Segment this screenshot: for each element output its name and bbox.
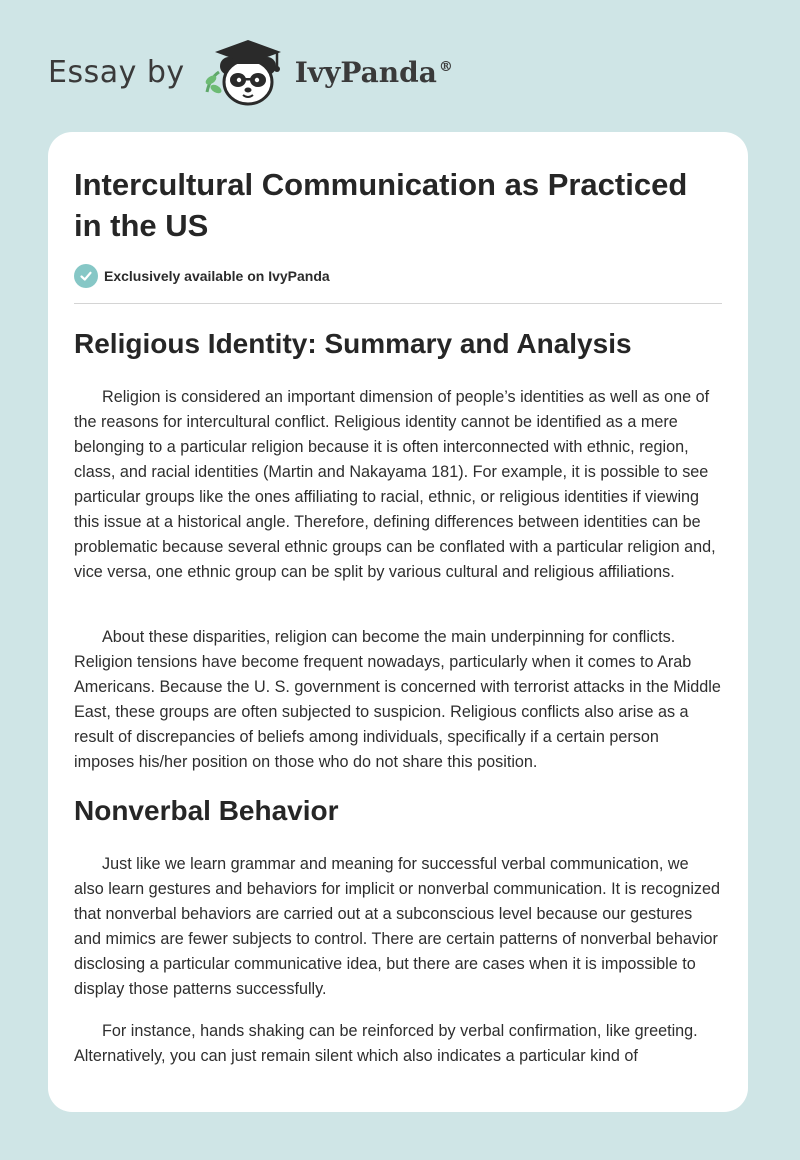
paragraph: Just like we learn grammar and meaning for successful verbal communication, we also learn gestures and behaviors for implicit or nonverbal communication. It is recognized that nonverbal behaviors are carried out at a subconscious level because our gestures and mimics are fewer subjects to control. There are certain patterns of nonverbal behavior disclosing a particular communicative idea, but there are cases when it is impossible to display those patterns successfully. <box>74 855 721 998</box>
paragraph: About these disparities, religion can become the main underpinning for conflicts. Religion tensions have become frequent nowadays, particularly when it comes to Arab Americans. Because the U. S. government is concerned with terrorist attacks in the Middle East, these groups are often subjected to suspicion. Religious conflicts also arise as a result of discrepancies of beliefs among individuals, specifically if a certain person imposes his/her position on those who do not share this position. <box>74 628 721 771</box>
checkmark-icon <box>74 264 98 288</box>
paragraph: Religion is considered an important dimension of people’s identities as well as one of the reasons for intercultural conflict. Religious identity cannot be identified as a mere belonging to a particular religion because it is often interconnected with ethnic, region, class, and racial identities (Martin and Nakayama 181). For example, it is possible to see particular groups like the ones affiliating to racial, ethnic, or religious identities if viewing this issue at a historical angle. Therefore, defining differences between identities can be problematic because several ethnic groups can be conflated with a particular religion and, vice versa, one ethnic group can be split by various cultural and religious affiliations. <box>74 388 716 581</box>
section-heading: Nonverbal Behavior <box>74 795 339 826</box>
brand-prefix: Essay by <box>48 54 185 90</box>
paragraph: For instance, hands shaking can be reinforced by verbal confirmation, like greeting. Alternatively, you can just remain silent which also indicates a particular kind of <box>74 1022 698 1065</box>
essay-title: Intercultural Communication as Practiced in the US <box>74 167 688 243</box>
exclusive-badge <box>74 264 330 288</box>
essay-card <box>48 132 748 1112</box>
exclusive-label: Exclusively available on IvyPanda <box>104 268 330 284</box>
divider <box>74 303 722 304</box>
brand-name: IvyPanda ® <box>294 55 453 89</box>
registered-mark: ® <box>438 59 453 76</box>
section-heading: Religious Identity: Summary and Analysis <box>74 328 632 359</box>
panda-logo-icon <box>199 36 291 108</box>
brand-header[interactable] <box>48 36 453 108</box>
